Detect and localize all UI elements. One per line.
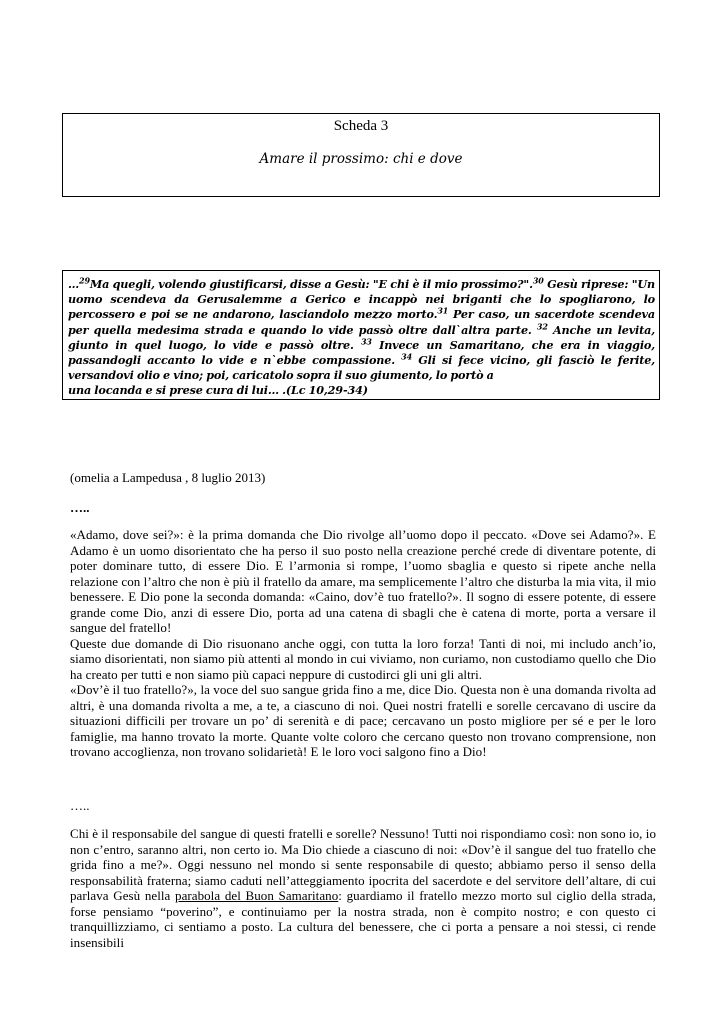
ellipsis-separator-2: ….. (70, 798, 90, 813)
page-title: Amare il prossimo: chi e dove (259, 151, 463, 167)
verse-text: Gesù riprese: "Un uomo scendeva da Gerusalemme a Gerico e incappò nei briganti che lo spogliarono, lo percossero e poi se ne andarono, lasciandolo mezzo morto. (68, 277, 655, 322)
verse-number: 31 (437, 305, 449, 316)
paragraph-text (70, 826, 656, 950)
homily-paragraph-2 (70, 826, 656, 950)
verse-number: 34 (401, 351, 413, 362)
homily-source: (omelia a Lampedusa , 8 luglio 2013) (70, 470, 266, 485)
verse-number: 33 (361, 336, 372, 347)
quote-prefix: … (68, 277, 80, 291)
parable-link[interactable]: parabola del Buon Samaritano (175, 888, 339, 903)
ellipsis-separator: ….. (70, 500, 90, 515)
text-after-link: : guardiamo il fratello mezzo morto sul ciglio della strada, forse pensiamo “poverino”, e continuiamo per la nostra strada, non è compito nostro; e con questo ci tranquillizziamo, ci sentiamo a posto. La cultura del benessere, che ci porta a pensare a noi stessi, ci rende insensibili (70, 888, 656, 950)
paragraph-text: Queste due domande di Dio risuonano anche oggi, con tutta la loro forza! Tanti di noi, mi includo anch’io, siamo disorientati, non siamo più attenti al mondo in cui viviamo, non curiamo, non custodiamo quello che Dio ha creato per tutti e non siamo più capaci neppure di custodirci gli uni gli altri. (70, 635, 656, 682)
verse-text-final: una locanda e si prese cura di lui… .(Lc 10,29-34) (68, 383, 368, 398)
text-before-link: Chi è il responsabile del sangue di questi fratelli e sorelle? Nessuno! Tutti noi rispondiamo così: non sono io, io non c’entro, saranno altri, non certo io. Ma Dio chiede a ciascuno di noi: «Dov’è il sangue del tuo fratello che grida fino a me?». Oggi nessuno nel mondo si sente responsabile di questo; abbiamo perso il senso della responsabilità fraterna; siamo caduti nell’atteggiamento ipocrita del sacerdote e del servitore dell’altare, di cui parlava Gesù nella (70, 826, 656, 903)
verse-number: 30 (532, 275, 544, 286)
verse-number: 32 (536, 320, 548, 331)
verse-text: Ma quegli, volendo giustificarsi, disse a Gesù: "E chi è il mio prossimo?". (89, 277, 533, 291)
homily-paragraph-1 (70, 527, 656, 760)
paragraph-text: «Adamo, dove sei?»: è la prima domanda che Dio rivolge all’uomo dopo il peccato. «Dove sei Adamo?». E Adamo è un uomo disorientato che ha perso il suo posto nella creazione perché crede di diventare potente, di poter dominare tutto, di essere Dio. E l’armonia si rompe, l’uomo sbaglia e questo si ripete anche nella relazione con l’altro che non è più il fratello da amare, ma semplicemente l’altro che disturba la mia vita, il mio benessere. E Dio pone la seconda domanda: «Caino, dov’è tuo fratello?». Il sogno di essere potente, di essere grande come Dio, anzi di essere Dio, porta ad una catena di sbagli che è catena di morte, porta a versare il sangue del fratello! (70, 527, 656, 635)
verse-text: Per caso, un sacerdote scendeva per quella medesima strada e quando lo vide passò oltre dall`altra parte. (68, 307, 655, 337)
verse-text: Anche un levita, giunto in quel luogo, lo vide e passò oltre. (68, 322, 656, 352)
title-box (62, 113, 660, 197)
verse-text: Invece un Samaritano, che era in viaggio, passandogli accanto lo vide e n`ebbe compassione. (68, 337, 655, 368)
paragraph-text: «Dov’è il tuo fratello?», la voce del suo sangue grida fino a me, dice Dio. Questa non è una domanda rivolta ad altri, è una domanda rivolta a me, a te, a ciascuno di noi. Quei nostri fratelli e sorelle cercavano di uscire da situazioni difficili per trovare un po’ di serenità e di pace; cercavano un posto migliore per sé e per le loro famiglie, ma hanno trovato la morte. Quante volte coloro che cercano questo non trovano comprensione, non trovano accoglienza, non trovano solidarietà! E le loro voci salgono fino a Dio! (70, 682, 656, 759)
verse-number: 29 (79, 275, 90, 286)
scheda-label: Scheda 3 (333, 118, 389, 134)
gospel-quote-box (62, 270, 660, 400)
verse-text: Gli si fece vicino, gli fasciò le ferite, versandovi olio e vino; poi, caricatolo sopra il suo giumento, lo portò a (68, 353, 655, 383)
